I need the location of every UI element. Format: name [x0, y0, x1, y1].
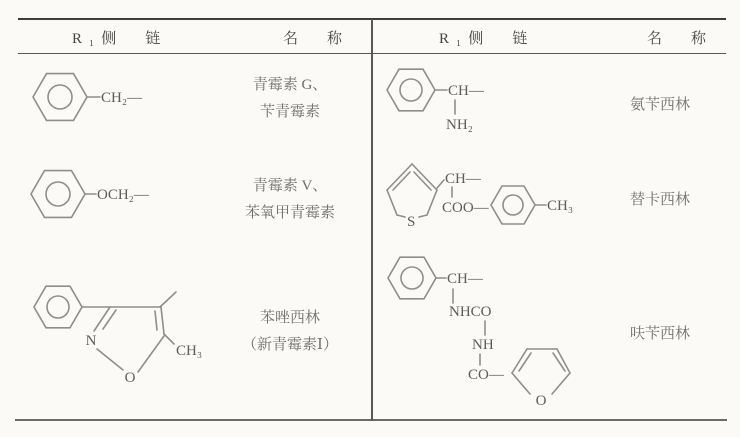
- name-line: 苯唑西林: [259, 310, 320, 326]
- nh-label: NH: [472, 337, 494, 353]
- drug-name-oxacillin: [220, 305, 360, 359]
- drug-name-ticarcillin: 替卡西林: [629, 192, 690, 208]
- ring-edge: [138, 336, 164, 372]
- header-left-side-chain: R₁侧 链: [72, 31, 168, 47]
- aminobenzyl-side-chain-structure: [382, 58, 512, 140]
- attachment-bond: [160, 292, 176, 307]
- double-bond-mark: [103, 310, 116, 329]
- oxygen-label: O: [535, 393, 547, 409]
- coo-label: COO—: [442, 200, 489, 216]
- benzyl-side-chain-structure: [27, 60, 177, 138]
- bond: [437, 180, 444, 188]
- benzene-ring: [387, 69, 435, 111]
- header-right-name: 名 称: [647, 31, 714, 47]
- isoxazole-side-chain-structure: [30, 272, 215, 392]
- benzene-ring: [34, 286, 82, 328]
- ch-label: CH—: [447, 271, 483, 287]
- thiophene-ring: [387, 164, 437, 217]
- furan-ring: [512, 349, 570, 394]
- ring-edge: [94, 307, 110, 331]
- name-line: 青霉素 G、: [252, 77, 328, 93]
- ch-label: CH—: [445, 171, 481, 187]
- benzene-ring: [491, 186, 535, 224]
- drug-name-furbenicillin: 呋苄西林: [629, 326, 690, 342]
- name-line: 苄青霉素: [259, 104, 320, 120]
- bond: [164, 334, 174, 344]
- ch-label: CH—: [448, 83, 484, 99]
- drug-name-ampicillin: 氨苄西林: [629, 97, 690, 113]
- ch3-label: CH₃: [176, 343, 203, 359]
- nh2-label: NH₂: [446, 117, 473, 133]
- name-line: 青霉素 V、: [252, 178, 328, 194]
- name-line: 苯氧甲青霉素: [244, 205, 335, 221]
- double-bond-mark: [155, 311, 157, 330]
- benzene-ring: [31, 171, 85, 218]
- ring-edge: [97, 349, 123, 370]
- drug-name-penicillin-g: [220, 72, 360, 126]
- thienyl-side-chain-structure: [380, 156, 595, 238]
- sulfur-label: S: [407, 214, 416, 230]
- oxygen-label: O: [124, 370, 136, 386]
- nhco-label: NHCO: [449, 304, 492, 320]
- furan-ureido-side-chain-structure: [380, 248, 590, 416]
- benzene-ring: [33, 74, 87, 121]
- ch3-label: CH₃: [547, 198, 574, 214]
- double-bond-mark: [519, 353, 531, 371]
- nitrogen-label: N: [85, 333, 97, 349]
- ch2-label: CH₂—: [101, 90, 143, 106]
- benzene-ring: [388, 257, 436, 299]
- co-label: CO—: [468, 367, 504, 383]
- header-left-name: 名 称: [283, 31, 350, 47]
- phenoxymethyl-side-chain-structure: [25, 157, 185, 235]
- drug-name-penicillin-v: [220, 173, 360, 227]
- header-right-side-chain: R₁侧 链: [439, 31, 535, 47]
- table-column-divider: [371, 19, 373, 421]
- name-line: （新青霉素Ⅰ）: [242, 337, 338, 353]
- ring-edge: [161, 307, 164, 334]
- och2-label: OCH₂—: [97, 187, 149, 203]
